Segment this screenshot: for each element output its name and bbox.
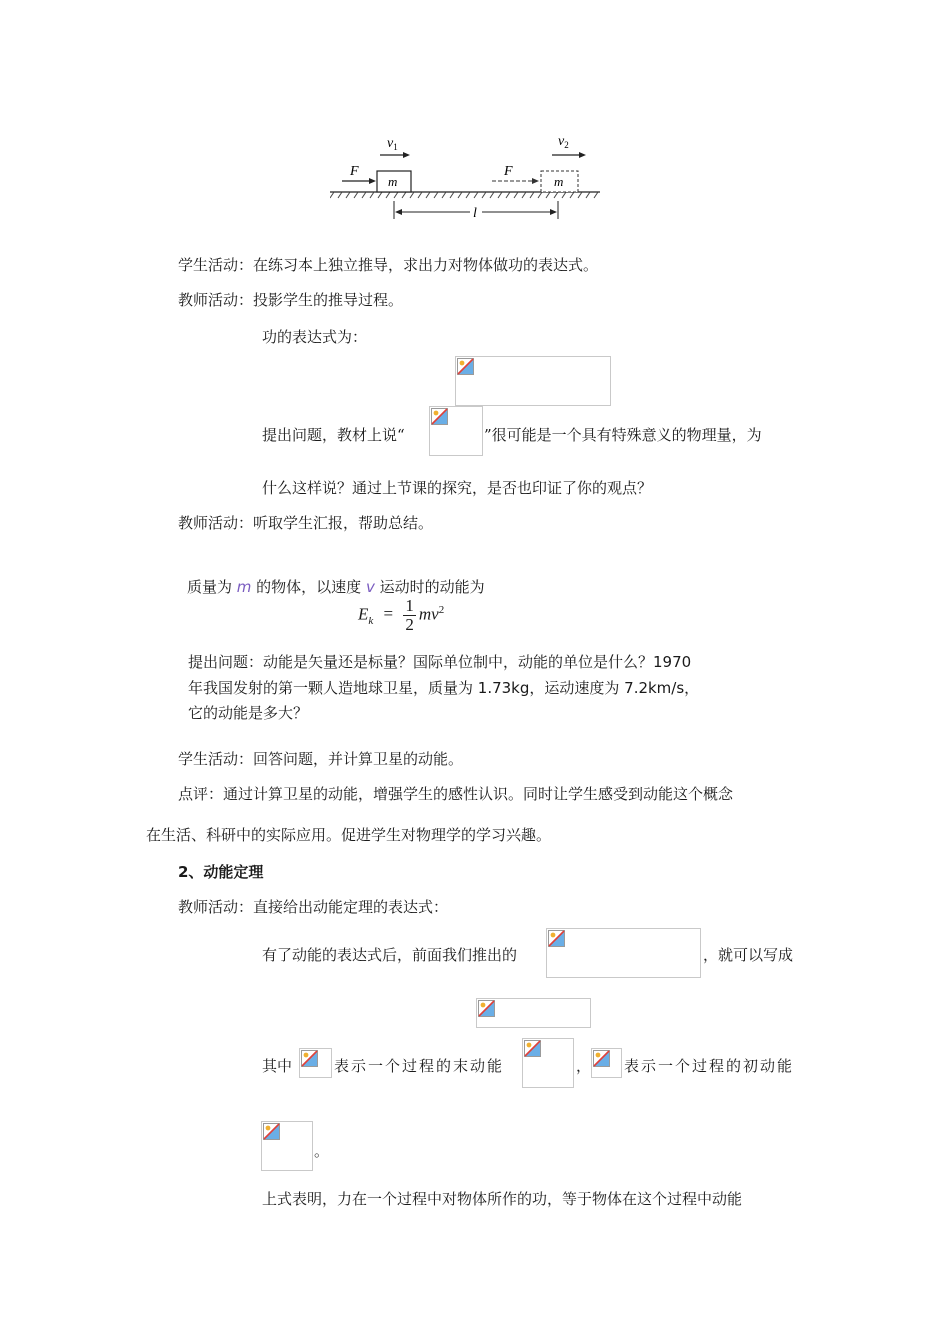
question-line-b: ”很可能是一个具有特殊意义的物理量，为 (484, 426, 762, 444)
teacher-activity-1: 教师活动：投影学生的推导过程。 (178, 291, 404, 309)
broken-image-icon (548, 930, 565, 947)
teacher-activity-2: 教师活动：听取学生汇报，帮助总结。 (178, 514, 434, 532)
formula-image-work (455, 356, 611, 406)
broken-image-icon (263, 1123, 280, 1140)
v2-label: $v_2$ (558, 134, 569, 150)
v1-label: $v_1$ (387, 136, 398, 152)
theorem-line-b: ，就可以写成 (703, 946, 794, 964)
student-activity-1: 学生活动：在练习本上独立推导，求出力对物体做功的表达式。 (178, 256, 599, 274)
period-mark: 。 (314, 1142, 330, 1160)
broken-image-icon (478, 1000, 495, 1017)
broken-image-icon (593, 1050, 610, 1067)
force-right-label: F (504, 164, 513, 179)
slide-line-1: 质量为 m 的物体，以速度 v 运动时的动能为 (187, 578, 485, 596)
block-diagram (330, 125, 600, 225)
formula-image-ek1 (261, 1121, 313, 1171)
formula-image-ek2 (522, 1038, 574, 1088)
formula-image-ek2-symbol (299, 1048, 332, 1078)
kinetic-energy-formula: $E_k$ = $\frac{1}{2}$ $mv^2$ (358, 596, 445, 634)
comment-line-2: 在生活、科研中的实际应用。促进学生对物理学的学习兴趣。 (146, 826, 552, 844)
where-line-b: 表示一个过程的末动能 (334, 1057, 505, 1075)
formula-image-theorem (476, 998, 591, 1028)
formula-image-ek1-symbol (591, 1048, 622, 1078)
mass-right-label: m (554, 174, 564, 189)
where-line-d: 表示一个过程的初动能 (624, 1057, 795, 1075)
mass-left-label: m (388, 174, 398, 189)
student-activity-2: 学生活动：回答问题，并计算卫星的动能。 (178, 750, 464, 768)
slide-question-1: 提出问题：动能是矢量还是标量？国际单位制中，动能的单位是什么？1970 (188, 653, 692, 671)
broken-image-icon (431, 408, 448, 425)
work-expression-label: 功的表达式为： (262, 328, 368, 346)
comment-line-1: 点评：通过计算卫星的动能，增强学生的感性认识。同时让学生感受到动能这个概念 (178, 785, 734, 803)
where-line-a: 其中 (262, 1057, 293, 1075)
broken-image-icon (524, 1040, 541, 1057)
question-line-2: 什么这样说？通过上节课的探究，是否也印证了你的观点？ (262, 479, 653, 497)
broken-image-icon (457, 358, 474, 375)
teacher-activity-3: 教师活动：直接给出动能定理的表达式： (178, 898, 449, 916)
slide-question-3: 它的动能是多大？ (188, 704, 309, 722)
where-line-c: ， (576, 1057, 592, 1075)
section-heading: 2、动能定理 (178, 863, 264, 881)
formula-image-quantity (429, 406, 483, 456)
question-line-a: 提出问题，教材上说“ (262, 426, 405, 444)
slide-question-2: 年我国发射的第一颗人造地球卫星，质量为 1.73kg，运动速度为 7.2km/s， (188, 679, 700, 697)
distance-label: l (473, 206, 477, 221)
force-left-label: F (350, 164, 359, 179)
conclusion-line: 上式表明，力在一个过程中对物体所作的功，等于物体在这个过程中动能 (262, 1190, 743, 1208)
formula-image-derived (546, 928, 701, 978)
theorem-line-a: 有了动能的表达式后，前面我们推出的 (262, 946, 518, 964)
broken-image-icon (301, 1050, 318, 1067)
